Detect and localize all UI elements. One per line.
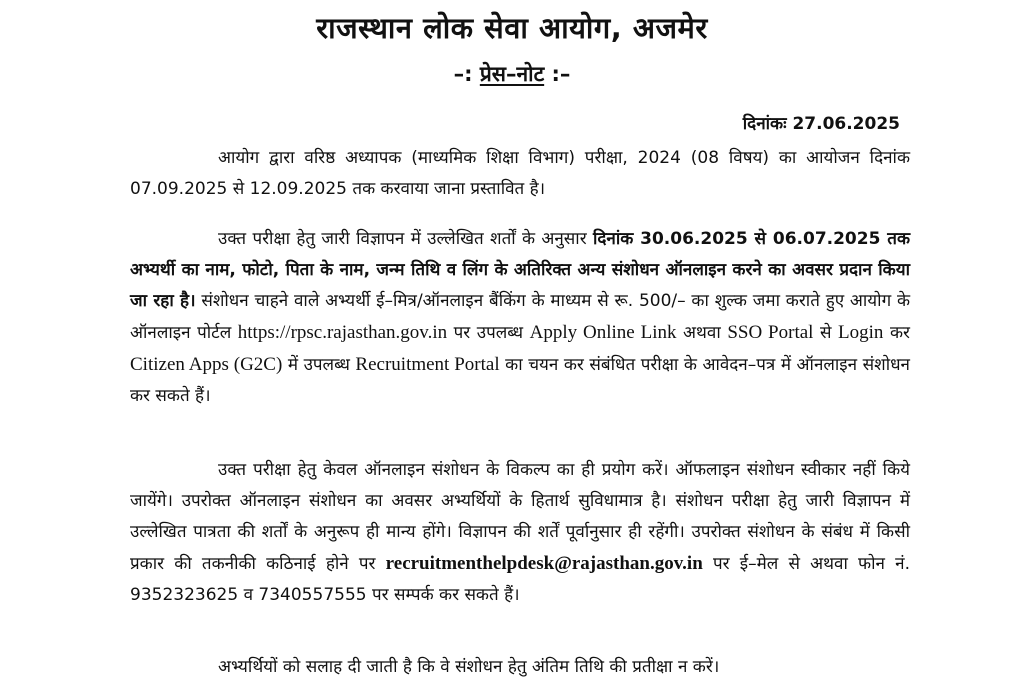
press-note-label: प्रेस–नोट <box>479 62 545 86</box>
p2-text-6: कर <box>883 323 910 343</box>
apply-online-link[interactable]: Apply Online Link <box>529 322 677 343</box>
login-text: Login <box>838 322 884 343</box>
p3-text-1: उक्त परीक्षा हेतु केवल ऑनलाइन संशोधन के विकल्प का ही प्रयोग करें। ऑफलाइन संशोधन स्वीकार नहीं किये जायेंगे। उपरोक्त ऑनलाइन संशोधन का अवसर अभ्यर्थियों के हितार्थ सुविधामात्र है। संशोधन परीक्षा हेतु जारी विज्ञापन में उल्लेखित पात्रता की शर्तों के अनुरूप ही मान्य होंगे। विज्ञापन की शर्तें पूर्वानुसार ही रहेंगी। उपरोक्त संशोधन के संबंध में किसी प्रकार की तकनीकी कठिनाई होने पर <box>130 460 910 574</box>
helpdesk-email-link[interactable]: recruitmenthelpdesk@rajasthan.gov.in <box>385 553 703 574</box>
date-label: दिनांकः <box>742 114 787 134</box>
citizen-apps-text: Citizen Apps (G2C) <box>130 354 283 375</box>
p2-text-7: में उपलब्ध <box>282 355 356 375</box>
p2-text-8: का चयन कर संबंधित परीक्षा के आवेदन–पत्र में ऑनलाइन संशोधन कर सकते हैं। <box>130 355 910 406</box>
p2-text-1: उक्त परीक्षा हेतु जारी विज्ञापन में उल्लेखित शर्तों के अनुसार <box>218 229 593 249</box>
paragraph-correction-window <box>130 224 910 412</box>
portal-url-link[interactable]: https://rpsc.rajasthan.gov.in <box>237 322 448 343</box>
p2-text-4: अथवा <box>676 323 728 343</box>
paragraph-advice-cut: अभ्यर्थियों को सलाह दी जाती है कि वे संशोधन हेतु अंतिम तिथि की प्रतीक्षा न करें। <box>218 657 720 677</box>
press-note-heading <box>0 60 1024 88</box>
press-note-suffix: :– <box>544 62 571 86</box>
sso-portal-text: SSO Portal <box>727 322 814 343</box>
p2-text-3: पर उपलब्ध <box>447 323 530 343</box>
date-value: 27.06.2025 <box>792 114 900 134</box>
p2-text-2: संशोधन चाहने वाले अभ्यर्थी ई–मित्र/ऑनलाइन बैंकिंग के माध्यम से रू. 500/– का शुल्क जमा कराते हुए आयोग के ऑनलाइन पोर्टल <box>130 291 910 343</box>
p2-text-5: से <box>813 323 839 343</box>
p3-text-2: पर ई–मेल से अथवा फोन नं. 9352323625 व 7340557555 पर सम्पर्क कर सकते हैं। <box>130 554 910 605</box>
recruitment-portal-text: Recruitment Portal <box>355 354 500 375</box>
p2-bold-correction-dates: दिनांक 30.06.2025 से 06.07.2025 तक अभ्यर्थी का नाम, फोटो, पिता के नाम, जन्म तिथि व लिंग के अतिरिक्त अन्य संशोधन ऑनलाइन करने का अवसर प्रदान किया जा रहा है। <box>130 229 911 311</box>
paragraph-exam-schedule: आयोग द्वारा वरिष्ठ अध्यापक (माध्यमिक शिक्षा विभाग) परीक्षा, 2024 (08 विषय) का आयोजन दिनांक 07.09.2025 से 12.09.2025 तक करवाया जाना प्रस्तावित है। <box>130 148 910 199</box>
press-note-prefix: –: <box>453 62 480 86</box>
paragraph-online-only <box>130 455 910 611</box>
date-line <box>743 111 900 134</box>
page-title: राजस्थान लोक सेवा आयोग, अजमेर <box>316 11 708 45</box>
